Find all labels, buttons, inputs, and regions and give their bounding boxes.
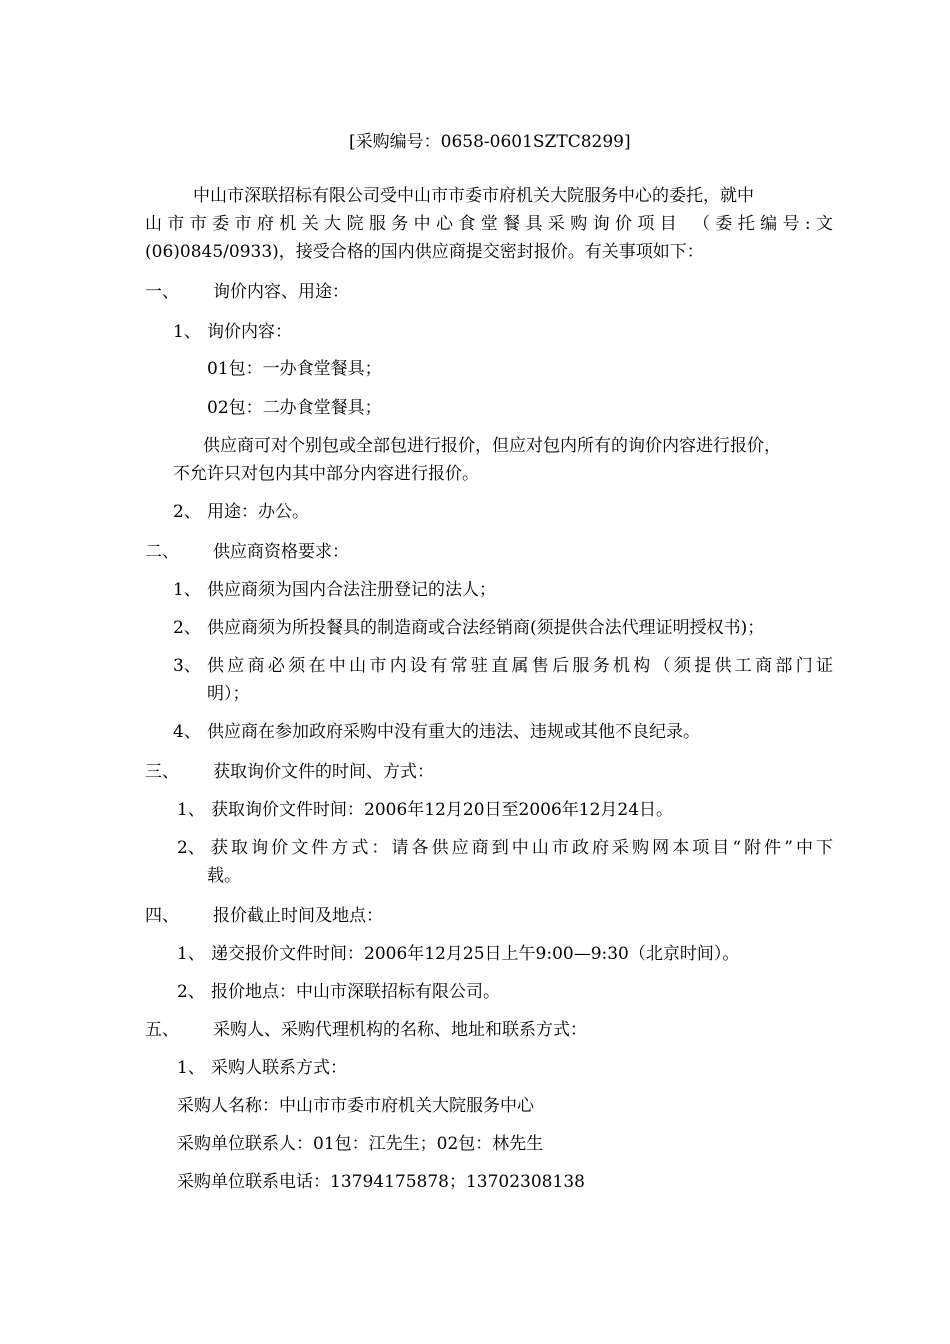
purchaser-contact: 采购单位联系人：01包：江先生；02包：林先生 (177, 1134, 544, 1154)
section-1-title: 询价内容、用途： (213, 282, 349, 302)
s2-item-2-text: 供应商须为所投餐具的制造商或合法经销商(须提供合法代理证明授权书)； (207, 618, 765, 638)
s1-item-2-number: 2、 (173, 502, 201, 522)
s3-item-2-number: 2、 (177, 838, 205, 858)
s3-item-1-number: 1、 (177, 800, 205, 820)
s3-item-1-text: 获取询价文件时间：2006年12月20日至2006年12月24日。 (211, 800, 674, 820)
section-5-number: 五、 (145, 1020, 179, 1040)
s1-note-line-2: 不允许只对包内其中部分内容进行报价。 (173, 464, 479, 484)
s5-item-1-text: 采购人联系方式： (211, 1058, 347, 1078)
s3-item-2-line-1: 获取询价文件方式：请各供应商到中山市政府采购网本项目“附件”中下 (211, 838, 833, 858)
s3-item-2-line-2: 载。 (207, 866, 241, 886)
section-2-title: 供应商资格要求： (213, 542, 349, 562)
section-3-title: 获取询价文件的时间、方式： (213, 762, 434, 782)
procurement-number: [采购编号：0658-0601SZTC8299] (349, 132, 631, 152)
s1-item-2-text: 用途：办公。 (207, 502, 309, 522)
intro-line-2: 山市市委市府机关大院服务中心食堂餐具采购询价项目 （委托编号:文 (145, 214, 833, 234)
s2-item-3-number: 3、 (173, 656, 201, 676)
s2-item-3-line-2: 明）； (207, 684, 250, 704)
package-02: 02包：二办食堂餐具； (207, 398, 382, 418)
s4-item-2-text: 报价地点：中山市深联招标有限公司。 (211, 982, 500, 1002)
s2-item-4-text: 供应商在参加政府采购中没有重大的违法、违规或其他不良纪录。 (207, 722, 700, 742)
s1-note-line-1: 供应商可对个别包或全部包进行报价，但应对包内所有的询价内容进行报价， (203, 436, 781, 456)
s4-item-2-number: 2、 (177, 982, 205, 1002)
s2-item-3-line-1: 供应商必须在中山市内设有常驻直属售后服务机构（须提供工商部门证 (207, 656, 833, 676)
section-1-number: 一、 (145, 282, 179, 302)
s2-item-1-text: 供应商须为国内合法注册登记的法人； (207, 580, 496, 600)
intro-line-3: (06)0845/0933)，接受合格的国内供应商提交密封报价。有关事项如下： (145, 242, 704, 262)
s1-item-1-text: 询价内容： (207, 322, 292, 342)
s2-item-4-number: 4、 (173, 722, 201, 742)
purchaser-name: 采购人名称：中山市市委市府机关大院服务中心 (177, 1096, 534, 1116)
s2-item-2-number: 2、 (173, 618, 201, 638)
intro-line-1: 中山市深联招标有限公司受中山市市委市府机关大院服务中心的委托，就中 (193, 186, 754, 206)
s5-item-1-number: 1、 (177, 1058, 205, 1078)
section-3-number: 三、 (145, 762, 179, 782)
s4-item-1-text: 递交报价文件时间：2006年12月25日上午9:00—9:30（北京时间）。 (211, 944, 740, 964)
s2-item-1-number: 1、 (173, 580, 201, 600)
purchaser-phone: 采购单位联系电话：13794175878；13702308138 (177, 1172, 585, 1192)
section-4-title: 报价截止时间及地点： (213, 906, 383, 926)
package-01: 01包：一办食堂餐具； (207, 359, 382, 379)
s1-item-1-number: 1、 (173, 322, 201, 342)
section-2-number: 二、 (145, 542, 179, 562)
section-4-number: 四、 (145, 906, 179, 926)
section-5-title: 采购人、采购代理机构的名称、地址和联系方式： (213, 1020, 587, 1040)
s4-item-1-number: 1、 (177, 944, 205, 964)
